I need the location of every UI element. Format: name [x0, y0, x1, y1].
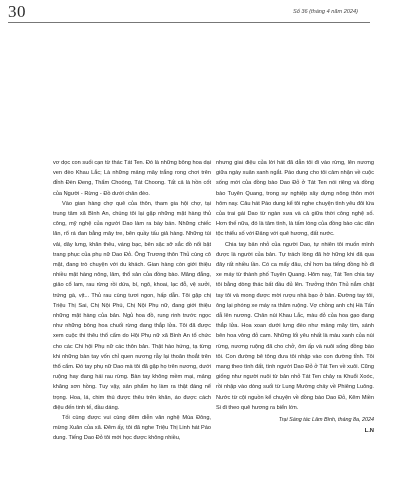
right-paragraph-1: nhưng giai điệu của lời hát đã dẫn tôi đi vào rừng, lên nương giữa ngày xuân xanh ngắt. Páo dung cho tôi cảm nhận về cuộc sống mới của đồng bào Dao Đỏ ở Tát Ten nói riêng và đồng bào Tuyên Quang, trong sự nghiệp xây dựng nông thôn mới hôm nay. Câu hát Páo dung kể tôi nghe chuyện tình yêu đôi lứa của trai gái Dao từ ngàn xưa và cả giữa thời công nghệ số. Hơn thế nữa, đó là tâm tình, là tấm lòng của đồng bào các dân tộc thiểu số với Đảng với quê hương, đất nước. — [216, 160, 374, 238]
author-initials: L.N — [364, 428, 374, 435]
header-rule — [8, 22, 370, 23]
left-paragraph-3: Tối cùng được vui cùng đêm diễn văn nghệ Mùa Đông, mừng Xuân của xã. Đêm ấy, tôi đã nghe Triệu Thị Linh hát Páo dung. Tiếng Dao Đỏ tôi mới học được không nhiều, — [53, 415, 211, 442]
left-paragraph-1: vơ dọc con suối cạn từ thác Tát Ten. Đó là những bông hoa dại ven đèo Khau Lắc; Là những mảng mây trắng rong chơi trên đỉnh Đèn Đeng, Thẩm Choóng, Tát Choong. Tất cả là hồn cốt của Người - Rừng - Đồ dưới chân đèo. — [53, 160, 211, 197]
signature-line: Trại Sáng tác Lâm Bình, tháng 8a, 2024 — [278, 417, 374, 424]
page-number: 30 — [8, 2, 26, 21]
right-paragraph-2: Chia tay bản nhỏ của người Dao, tự nhiên tôi muốn mình được là người của bản. Tự trách lòng đã hờ hững khi đã qua đây rất nhiều lần. Có ca mấy đâu, chỉ hơn ba tiếng đồng hồ đi xe máy từ thành phố Tuyên Quang. Hôm nay, Tát Ten chia tay tôi bằng dòng thác bất đầu đủ lên. Trưởng thôn Thủ nắm chặt tay tôi và mong được mời rượu nhà bạo ở bản. Đường tay tôi, ông lại phóng xe máy ra thăm ruộng. Vợ chồng anh chị Hà Tấn dẫ lên nương. Chân núi Khau Lắc, màu đỏ của hoa gạo đang thắp lửa. Hoa xoan dưới lưng đèo như mảng mây tím, sánh bên hoa vông đỏ cam. Những lối yêu nhất là màu xanh của núi rừng, nương ruộng đã cho chở, ôm ấp và nuôi sống đồng bào tôi. Con đường bê tông đưa tôi nhập vào con đường tỉnh. Tôi mang theo tình đất, tình người Dao Đỏ ở Tát Ten về xuôi. Cũng giống như người nuôi từ bản nhỏ Tát Ten chảy ra Khuổi Xoóc, rồi nhập vào dòng suối từ Lung Mường chảy về Phiêng Luông. Nước từ cội nguồn kể chuyện về đồng bào Dao Đỏ, Kẽm Miền Si đi theo quê hương ra biển lớn. — [216, 241, 374, 411]
issue-label: Số 36 (tháng 4 năm 2024) — [293, 9, 358, 15]
right-column — [216, 158, 374, 436]
left-paragraph-2: Vào gian hàng chợ quê của thôn, tham gia hội chợ, tại trung tâm xã Bình An, chúng tôi lại gặp những mặt hàng thủ công, mỹ nghệ của người Dao làm ra bày bán. Những chiếc lăn, rổ rá đan bằng mây tre, bên quầy tấu giả hàng. Những túi vải, dây lưng, khăn thêu, váng bạc, bên sặc sỡ sắc đồ nổi bật trang phục của phụ nữ Dao Đỏ. Ông Trương thôn Thủ cùng cô mặt, đang trò chuyện với du khách. Gian hàng còn giới thiệu nhiều mặt hàng nông, lâm, thổ sản của đồng bào. Măng đắng, giảo cổ lam, rau rừng rồi dứa, bí, ngô, khoai, lạc đỗ, vệ sưởi, trứng gà, vịt... Thủ rau cùng tươi ngon, hấp dẫn. Tôi gặp chị Triệu Thị Sai, Chị Nội Phú, Chị Nội Phụ nữ, đang giới thiệu những mặt hàng của bản. Ngủ hoa đồ, rung rinh trước ngọc như những bông hoa chuối rừng đang thắp lửa. Tôi đã được xem cuộc thi thêu thổ cẩm do Hội Phụ nữ xã Bình An tổ chức cho các Chi hội Phụ nữ các thôn bản. Thật hào hứng, tạ từng khi những bàn tay vốn chỉ quen nương rẫy lại thoăn thoắt trên thổ cẩm. Đó tay phụ nữ Dao mà tôi đã gặp họ trên nương, dưới ruộng hay đang hái rau rừng. Bàn tay không mềm mại, mảng khăng sơn hồng. Tuy vậy, sản phẩm họ làm ra thật đáng nể trọng. Hoa, lá, chim thú được thêu trên khăn, áo được cách điệu đến tinh tế, đầu dáng. — [53, 200, 211, 411]
left-column — [53, 158, 211, 444]
